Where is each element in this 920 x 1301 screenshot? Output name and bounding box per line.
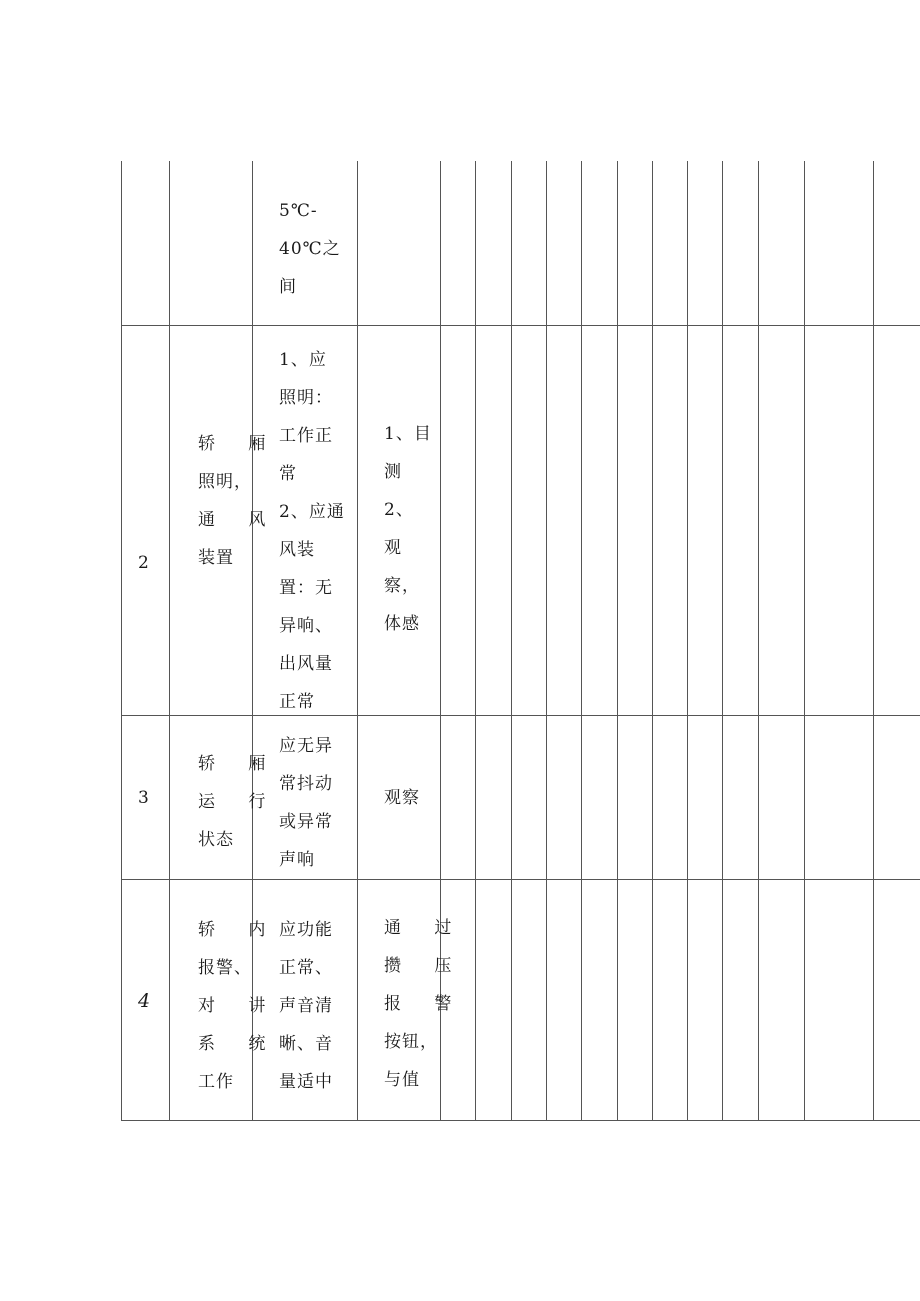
row-2-number: 2 — [138, 553, 149, 573]
requirement-line: 间 — [279, 277, 297, 297]
requirement-line: 声音清 — [279, 996, 333, 1016]
grid-line — [617, 161, 618, 1121]
method-line: 与值 — [384, 1070, 420, 1090]
item-line: 报警、 — [198, 958, 252, 978]
grid-line — [873, 161, 874, 1121]
grid-line — [758, 161, 759, 1121]
item-line: 通 风 — [198, 510, 280, 530]
requirement-line: 正常 — [279, 692, 315, 712]
method-line: 1、目 — [384, 424, 432, 444]
grid-line — [581, 161, 582, 1121]
item-line: 状态 — [198, 830, 234, 850]
requirement-line: 40℃之 — [279, 239, 341, 259]
grid-line — [722, 161, 723, 1121]
grid-line — [121, 879, 920, 880]
row-3-method — [384, 779, 420, 817]
item-line: 系 统 — [198, 1034, 280, 1054]
method-line: 观 — [384, 538, 402, 558]
requirement-line: 量适中 — [279, 1072, 333, 1092]
row-2-method — [384, 415, 432, 643]
requirement-line: 晰、音 — [279, 1034, 333, 1054]
row-2-item — [198, 425, 279, 577]
requirement-line: 2、应通 — [279, 502, 345, 522]
requirement-line: 风装 — [279, 540, 315, 560]
requirement-line: 置：无 — [279, 578, 333, 598]
method-line: 按钮， — [384, 1032, 438, 1052]
item-line: 轿 厢 — [198, 434, 280, 454]
method-line: 2、 — [384, 500, 414, 520]
item-line: 照明， — [198, 472, 252, 492]
requirement-line: 或异常 — [279, 812, 333, 832]
method-line: 测 — [384, 462, 402, 482]
method-line: 攒 压 — [384, 956, 466, 976]
requirement-line: 应功能 — [279, 920, 333, 940]
item-line: 轿 内 — [198, 920, 280, 940]
method-line: 察， — [384, 576, 420, 596]
row-4-number: 4 — [138, 990, 151, 1012]
item-line: 装置 — [198, 548, 234, 568]
requirement-line: 1、应 — [279, 350, 327, 370]
grid-line — [687, 161, 688, 1121]
requirement-line: 常 — [279, 464, 297, 484]
requirement-line: 声响 — [279, 850, 315, 870]
requirement-line: 正常、 — [279, 958, 333, 978]
row-4-item — [198, 911, 279, 1101]
requirement-line: 5℃- — [279, 201, 318, 221]
grid-line — [546, 161, 547, 1121]
requirement-line: 应无异 — [279, 736, 333, 756]
row-4-method — [384, 909, 465, 1099]
row-3-requirement — [279, 727, 333, 879]
requirement-line: 工作正 — [279, 426, 333, 446]
grid-line — [121, 715, 920, 716]
row-3-number: 3 — [138, 788, 149, 808]
requirement-line: 照明： — [279, 388, 333, 408]
grid-line — [121, 1120, 920, 1121]
method-line: 通 过 — [384, 918, 466, 938]
row-2-requirement — [279, 341, 345, 721]
requirement-line: 异响、 — [279, 616, 333, 636]
requirement-line: 出风量 — [279, 654, 333, 674]
method-line: 报 警 — [384, 994, 466, 1014]
row-1-requirement — [279, 192, 341, 306]
method-line: 体感 — [384, 614, 420, 634]
grid-line — [511, 161, 512, 1121]
method-line: 观察 — [384, 788, 420, 808]
grid-line — [804, 161, 805, 1121]
grid-line — [121, 325, 920, 326]
grid-line — [652, 161, 653, 1121]
requirement-line: 常抖动 — [279, 774, 333, 794]
grid-line — [121, 161, 122, 1121]
grid-line — [475, 161, 476, 1121]
grid-line — [169, 161, 170, 1121]
item-line: 轿 厢 — [198, 754, 280, 774]
row-4-requirement — [279, 911, 333, 1101]
item-line: 对 讲 — [198, 996, 280, 1016]
row-3-item — [198, 745, 279, 859]
item-line: 运 行 — [198, 792, 280, 812]
grid-line — [357, 161, 358, 1121]
item-line: 工作 — [198, 1072, 234, 1092]
